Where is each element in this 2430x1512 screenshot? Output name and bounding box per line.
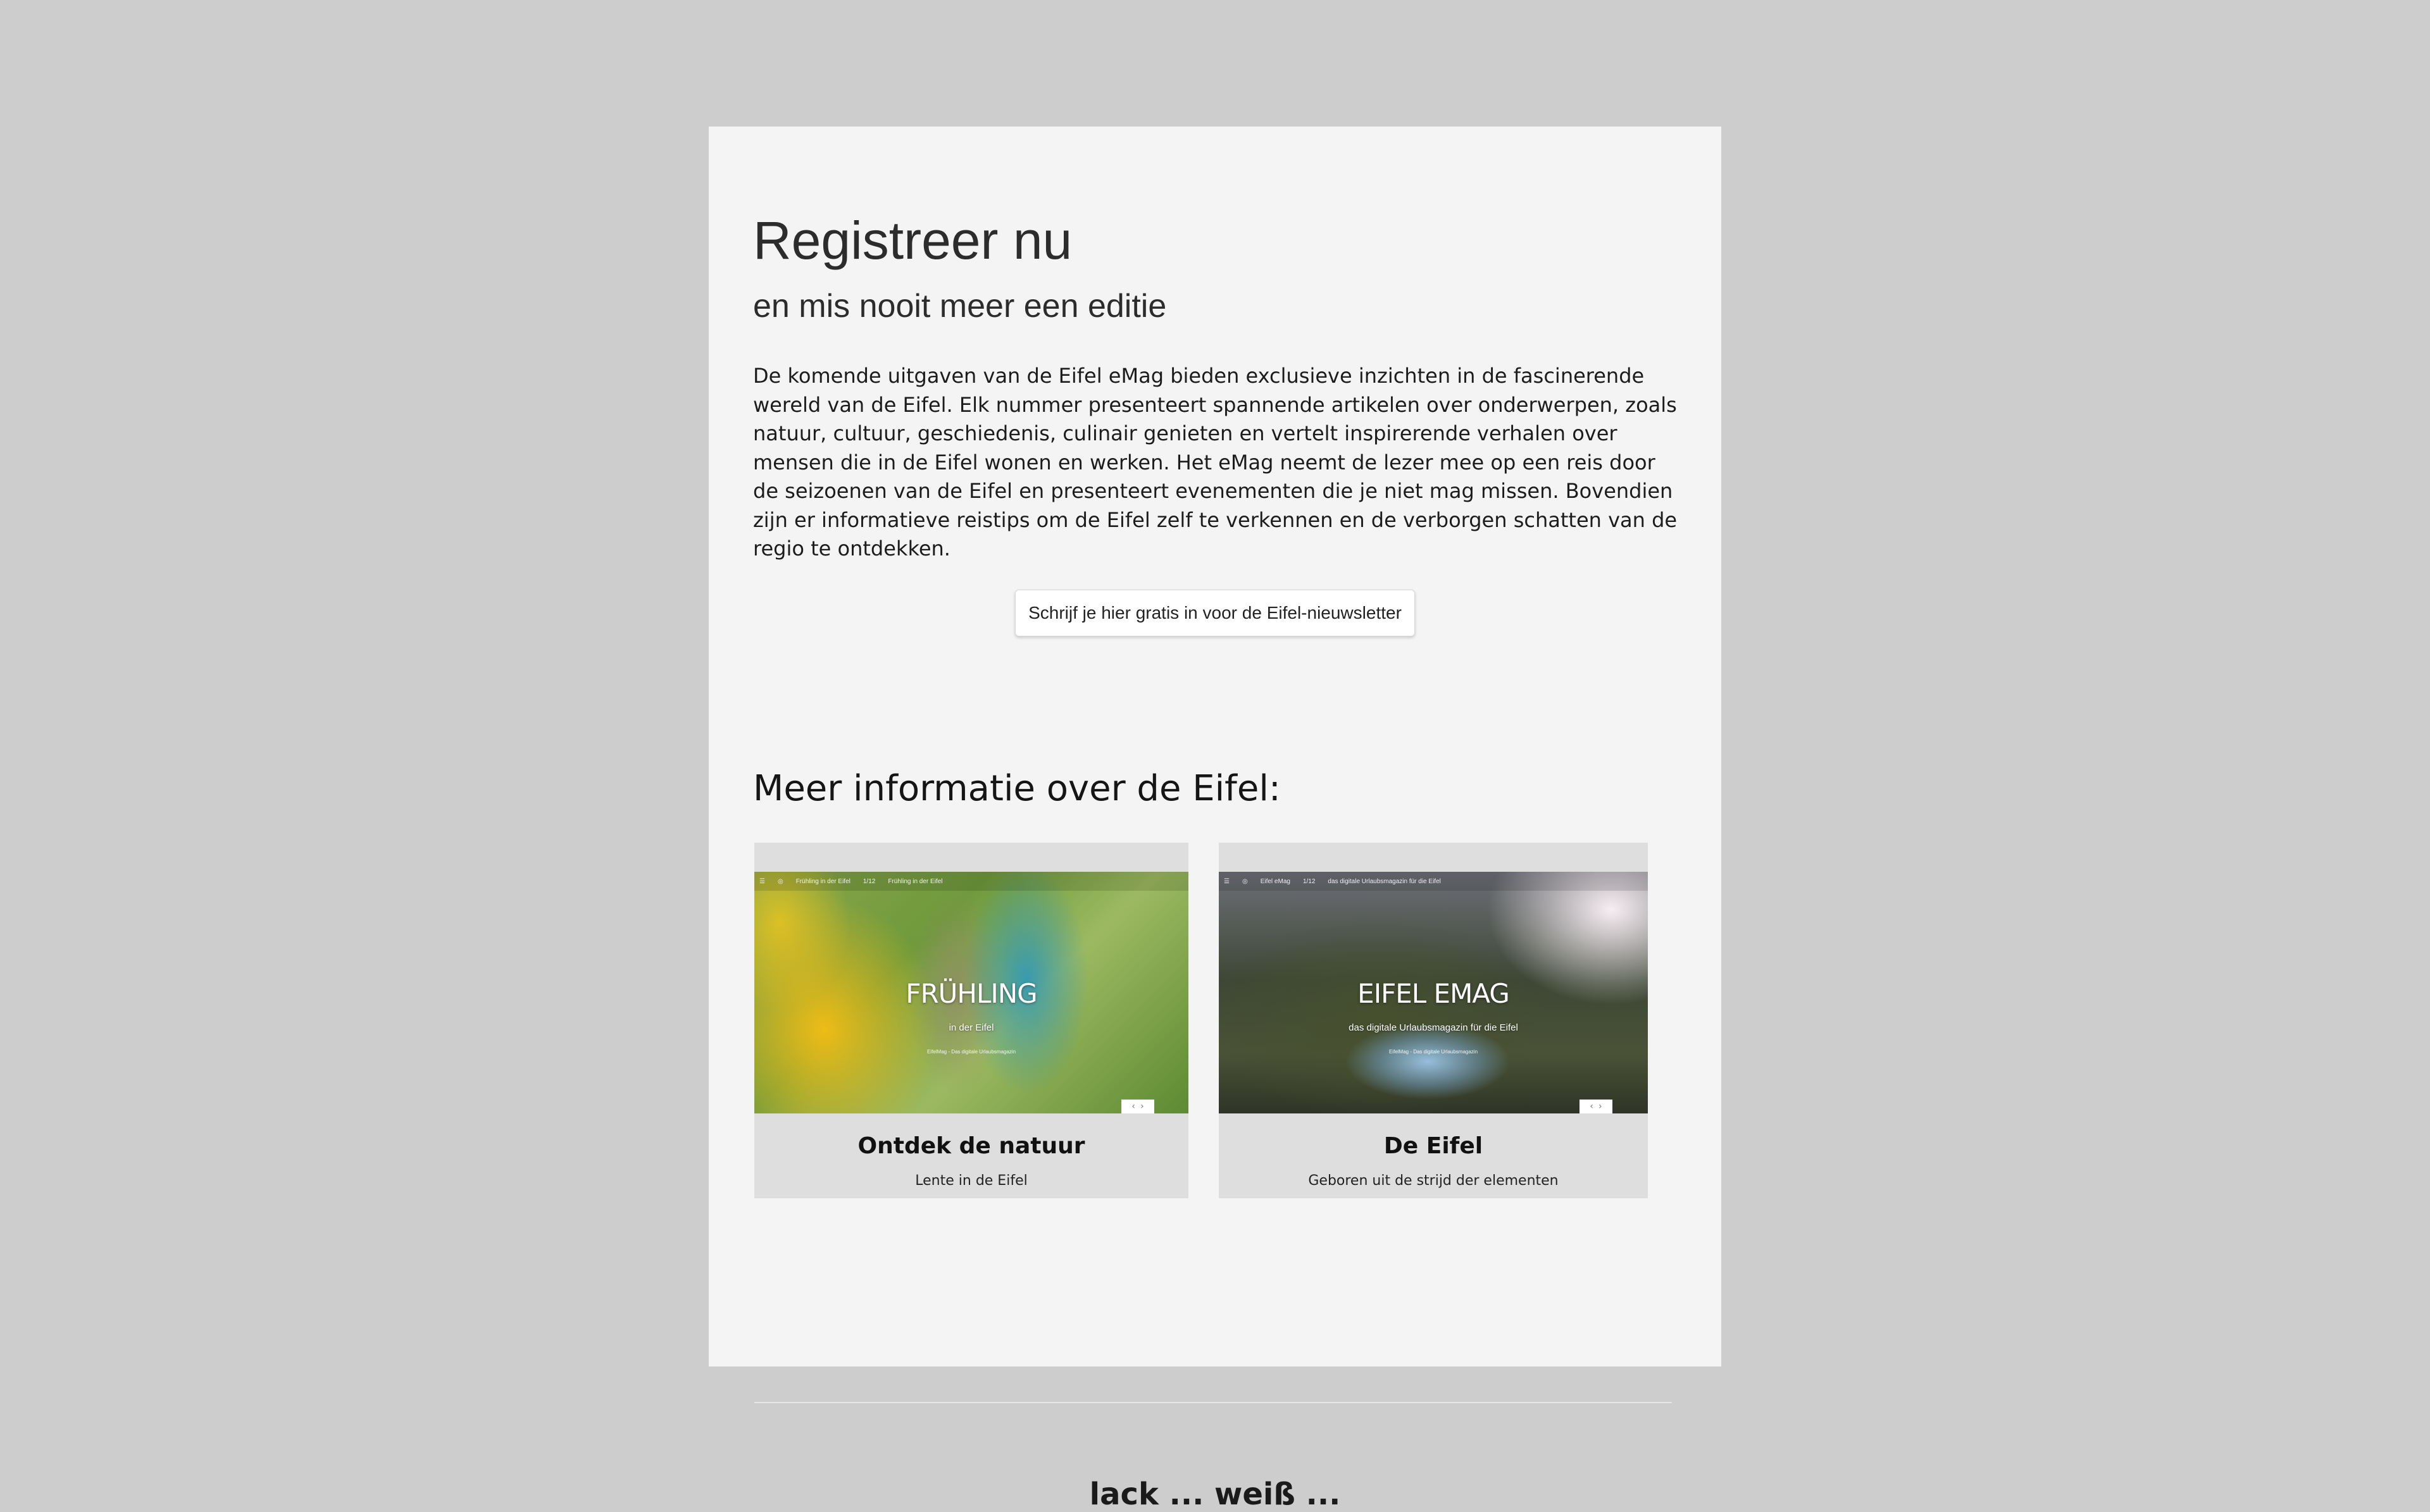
page-title: Registreer nu (753, 211, 1073, 270)
image-subtitle: in der Eifel (949, 1022, 994, 1033)
chevron-right-icon[interactable]: › (1598, 1101, 1602, 1112)
next-section-heading: lack ... weiß ... (1089, 1477, 1341, 1512)
card-image-spring (754, 872, 1188, 1113)
menu-icon: ☰ (1224, 877, 1230, 885)
chevron-left-icon[interactable]: ‹ (1131, 1101, 1135, 1112)
menu-icon: ☰ (759, 877, 765, 885)
image-nav-arrows[interactable] (1580, 1100, 1612, 1113)
image-bar-text: Eifel eMag (1260, 877, 1290, 885)
card-text: Geboren uit de strijd der elementen (1308, 1173, 1559, 1189)
more-info-heading: Meer informatie over de Eifel: (753, 768, 1281, 809)
info-card-nature[interactable] (754, 843, 1188, 1198)
section-divider (754, 1402, 1672, 1403)
image-toolbar (1219, 872, 1648, 891)
image-toolbar (754, 872, 1188, 891)
chevron-left-icon[interactable]: ‹ (1590, 1101, 1593, 1112)
card-text: Lente in de Eifel (915, 1173, 1028, 1189)
image-bar-page: 1/12 (1302, 877, 1316, 885)
image-subtitle: das digitale Urlaubsmagazin für die Eifel (1349, 1022, 1518, 1033)
chevron-right-icon[interactable]: › (1140, 1101, 1144, 1112)
info-card-eifel[interactable] (1219, 843, 1648, 1198)
image-bar-text: das digitale Urlaubsmagazin für die Eifel (1328, 877, 1441, 885)
main-panel (709, 127, 1721, 1512)
card-title: Ontdek de natuur (857, 1133, 1085, 1159)
card-image-eifel (1219, 872, 1648, 1113)
logo-icon: ◎ (777, 877, 783, 885)
image-title: FRÜHLING (906, 978, 1037, 1009)
image-nav-arrows[interactable] (1121, 1100, 1154, 1113)
newsletter-signup-button[interactable]: Schrijf je hier gratis in voor de Eifel-nieuwsletter (1015, 590, 1415, 636)
image-title: EIFEL EMAG (1357, 978, 1509, 1009)
image-caption: EifelMag - Das digitale Urlaubsmagazin (1388, 1049, 1478, 1055)
image-bar-text: Frühling in der Eifel (795, 877, 850, 885)
image-bar-page: 1/12 (863, 877, 876, 885)
logo-icon: ◎ (1242, 877, 1248, 885)
intro-paragraph: De komende uitgaven van de Eifel eMag bieden exclusieve inzichten in de fascinerende wereld van de Eifel. Elk nummer presenteert spannende artikelen over onderwerpen, zoals natuur, cultuur, geschiedenis, culinair genieten en vertelt inspirerende verhalen over mensen die in de Eifel wonen en werken. Het eMag neemt de lezer mee op een reis door de seizoenen van de Eifel en presenteert evenementen die je niet mag missen. Bovendien zijn er informatieve reistips om de Eifel zelf te verkennen en de verborgen schatten van de regio te ontdekken. (753, 364, 1678, 561)
card-title: De Eifel (1383, 1133, 1483, 1159)
image-bar-text: Frühling in der Eifel (888, 877, 943, 885)
page-subtitle: en mis nooit meer een editie (753, 288, 1167, 325)
image-caption: EifelMag - Das digitale Urlaubsmagazin (926, 1049, 1016, 1055)
